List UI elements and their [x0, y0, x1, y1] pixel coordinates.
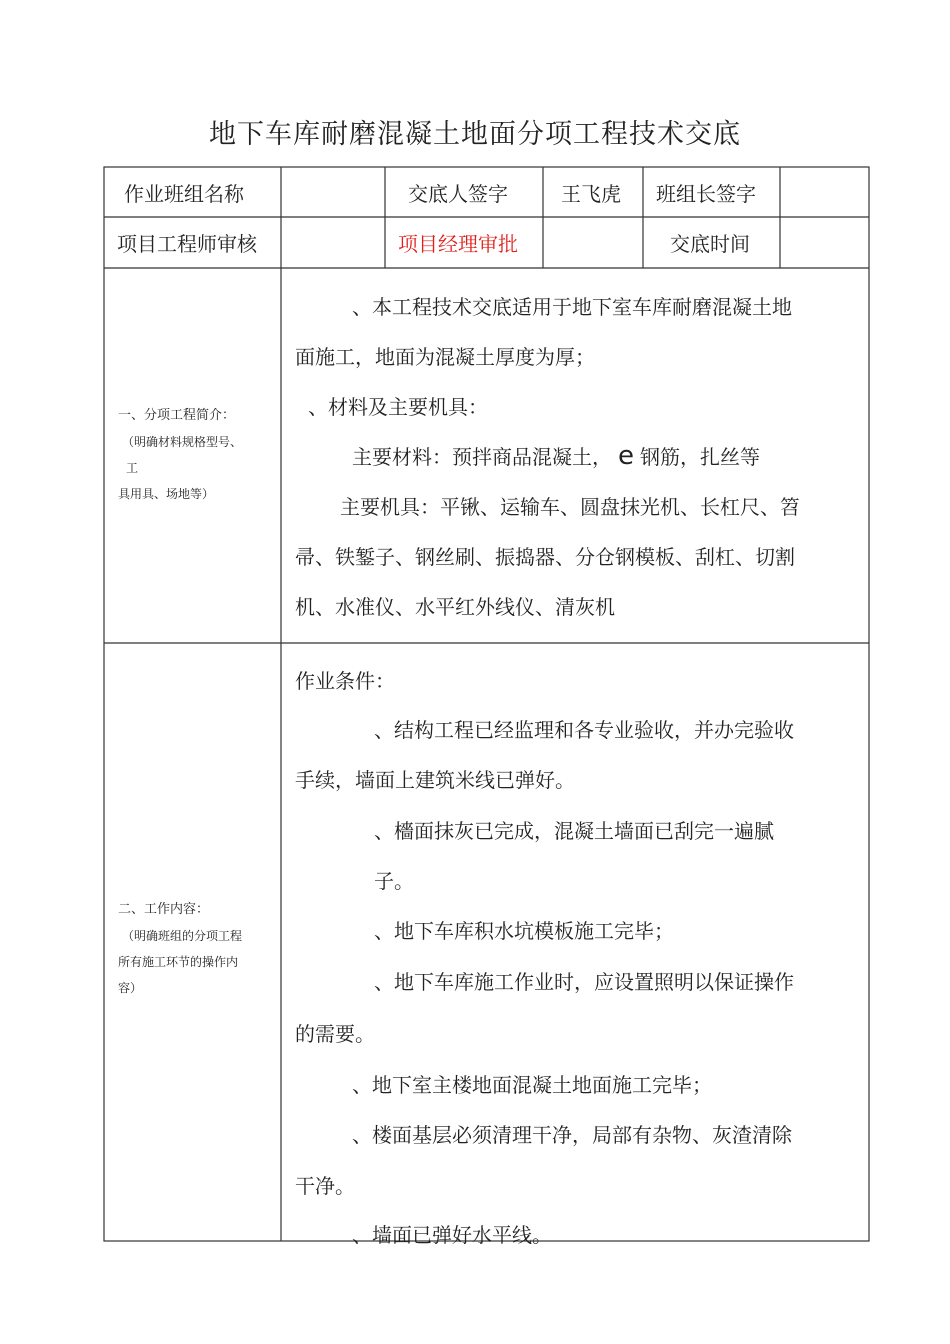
disclosure-time-label: 交底时间	[670, 232, 750, 256]
section1-line: 主要机具：平锹、运输车、圆盘抹光机、长杠尺、笤	[340, 495, 800, 519]
section1-heading: 一、分项工程简介：	[118, 408, 236, 423]
section1-line: 机、水准仪、水平红外线仪、清灰机	[295, 595, 615, 619]
section1-note-line: 工	[126, 461, 139, 475]
document-title: 地下车库耐磨混凝土地面分项工程技术交底	[209, 119, 741, 150]
section1-note-line: 具用具、场地等）	[118, 487, 215, 501]
rebar-symbol: e	[618, 441, 634, 471]
team-name-label: 作业班组名称	[124, 182, 244, 206]
section2-line: 手续，墙面上建筑米线已弹好。	[295, 768, 575, 792]
section1-side-label	[118, 403, 278, 507]
discloser-sign-label: 交底人签字	[408, 182, 508, 206]
section2-line: 作业条件：	[295, 669, 395, 693]
section1-line: 、材料及主要机具：	[308, 395, 488, 419]
section1-note-line: （明确材料规格型号、	[122, 435, 243, 449]
section2-note-line: （明确班组的分项工程	[122, 929, 243, 943]
section2-line: 干净。	[295, 1174, 355, 1198]
section1-materials-line	[352, 441, 760, 471]
materials-text-rest: 钢筋，扎丝等	[640, 445, 760, 469]
section1-line: 帚、铁錾子、钢丝刷、振捣器、分仓钢模板、刮杠、切割	[295, 545, 795, 569]
section2-line: 、檣面抹灰已完成，混凝土墙面已刮完一遍腻	[374, 819, 774, 843]
section2-note-line: 容）	[118, 981, 143, 995]
section2-side-label	[118, 897, 278, 1001]
materials-text: 主要材料：预拌商品混凝土，	[352, 445, 612, 469]
section1-line: 面施工，地面为混凝土厚度为厚；	[295, 345, 595, 369]
engineer-review-label: 项目工程师审核	[117, 232, 257, 256]
section2-line: 子。	[374, 869, 414, 893]
section1-line: 、本工程技术交底适用于地下室车库耐磨混凝土地	[352, 295, 792, 319]
section2-line: 、结构工程已经监理和各专业验收，并办完验收	[374, 718, 794, 742]
section2-line: 、楼面基层必须清理干净，局部有杂物、灰渣清除	[352, 1123, 792, 1147]
section2-line: 、地下车库施工作业时，应设置照明以保证操作	[374, 970, 794, 994]
section2-note-line: 所有施工环节的操作内	[118, 955, 239, 969]
section2-line: 的需要。	[295, 1022, 375, 1046]
manager-approval-label: 项目经理审批	[398, 232, 518, 256]
section2-heading: 二、工作内容：	[118, 902, 210, 917]
section2-line: 、地下车库积水坑模板施工完毕；	[374, 919, 674, 943]
section2-line: 、墙面已弹好水平线。	[352, 1223, 552, 1247]
discloser-sign-value[interactable]: 王飞虎	[561, 182, 621, 206]
section2-line: 、地下室主楼地面混凝土地面施工完毕；	[352, 1073, 712, 1097]
leader-sign-label: 班组长签字	[656, 182, 756, 206]
